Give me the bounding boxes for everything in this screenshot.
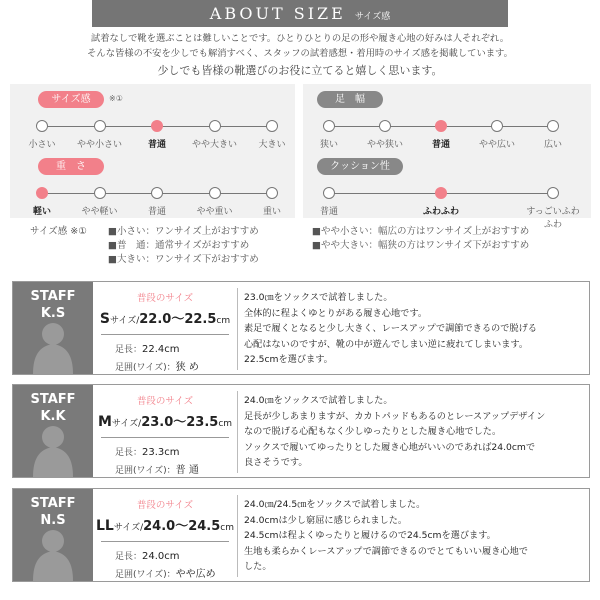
scale-panel-left — [10, 84, 295, 218]
staff-initials: N.S — [40, 513, 66, 528]
foot-length: 足長：24.0cm — [115, 551, 180, 562]
scale-label: やや小さい — [76, 140, 122, 150]
usual-size-label: 普段のサイズ — [136, 396, 194, 407]
staff-silhouette-icon — [13, 316, 93, 374]
scale-dot — [547, 120, 559, 132]
card-divider — [237, 288, 238, 370]
scale-label: やや大きい — [191, 140, 237, 150]
usual-size — [93, 515, 237, 534]
intro-line-2: そんな皆様の不安を少しでも解消すべく、スタッフの試着感想・着用時のサイズ感を掲載しています。 — [87, 48, 513, 59]
size-feel-note: ※① — [109, 94, 123, 103]
legend-item: ■小さい：ワンサイズ上がおすすめ — [108, 226, 259, 237]
scale-label: やや軽い — [81, 207, 118, 217]
staff-size-info — [93, 385, 237, 477]
page-subtitle: サイズ感 — [354, 12, 391, 22]
usual-size — [93, 411, 237, 430]
scale-label: 普通 — [431, 140, 450, 150]
scale-dot-selected — [435, 120, 447, 132]
legend-item: ■やや大きい：幅狭の方はワンサイズ下がおすすめ — [312, 240, 530, 251]
staff-badge — [13, 282, 93, 374]
scale-dot — [266, 187, 278, 199]
size-letter: M — [97, 414, 112, 430]
scale-dot — [209, 120, 221, 132]
card-divider — [237, 495, 238, 577]
size-range: 22.0〜22.5 — [139, 312, 217, 327]
scale-label: 普通 — [319, 207, 338, 217]
staff-silhouette-icon — [13, 523, 93, 581]
size-unit: cm — [220, 523, 235, 533]
scale-label: やや重い — [196, 207, 233, 217]
foot-width: 足囲(ワイズ)：やや広め — [115, 569, 216, 580]
size-range: 23.0〜23.5 — [141, 415, 219, 430]
staff-comment: 24.0㎝/24.5㎝をソックスで試着しました。 24.0cmは少し窮屈に感じられました。 24.5cmは程よくゆったりと履けるので24.5cmを選びます。 生地も柔らかくレースアップで調節できるのでとてもいい履き心地で した。 — [244, 499, 528, 573]
scale-dot — [266, 120, 278, 132]
scale-dot — [323, 187, 335, 199]
staff-comment: 23.0㎝をソックスで試着しました。 全体的に程よくゆとりがある履き心地です。 素足で履くとなると少し大きく、レースアップで調節できるので脱げる 心配はないのですが、靴の中が遊んでしまい逆に疲れてしまいます。 22.5cmを選びます。 — [244, 292, 537, 366]
scale-dot — [323, 120, 335, 132]
cushion-tag: クッション性 — [317, 158, 403, 175]
scale-dot-selected — [36, 187, 48, 199]
legend-heading: サイズ感 ※① — [30, 226, 87, 237]
size-letter: S — [99, 311, 110, 327]
scale-label: 普通 — [147, 140, 166, 150]
staff-size-info — [93, 489, 237, 581]
legend-item: ■やや小さい：幅広の方はワンサイズ上がおすすめ — [312, 226, 530, 237]
usual-size-label: 普段のサイズ — [136, 293, 194, 304]
scale-dot — [151, 187, 163, 199]
divider-line — [101, 541, 229, 542]
scale-label: 普通 — [147, 207, 166, 217]
size-letter: LL — [95, 518, 114, 534]
size-word: サイズ/ — [113, 523, 144, 533]
foot-width: 足囲(ワイズ)：狭 め — [115, 362, 199, 373]
staff-label: STAFF — [30, 289, 76, 304]
staff-card — [12, 281, 590, 375]
intro-line-1: 試着なしで靴を選ぶことは難しいことです。ひとりひとりの足の形や履き心地の好みは人それぞれ。 — [90, 33, 510, 44]
usual-size — [93, 308, 237, 327]
scale-label: 軽い — [32, 207, 51, 217]
size-unit: cm — [218, 419, 233, 429]
intro-text — [0, 31, 600, 80]
staff-label: STAFF — [30, 392, 76, 407]
card-divider — [237, 391, 238, 473]
scale-label: やや狭い — [366, 140, 403, 150]
staff-initials: K.K — [40, 409, 66, 424]
scale-dot — [379, 120, 391, 132]
scale-label: 広い — [543, 140, 562, 150]
size-unit: cm — [216, 316, 231, 326]
divider-line — [101, 334, 229, 335]
size-word: サイズ/ — [111, 419, 142, 429]
foot-width: 足囲(ワイズ)：普 通 — [115, 465, 199, 476]
page-title: ABOUT SIZE — [209, 4, 346, 23]
scale-dot — [209, 187, 221, 199]
size-range: 24.0〜24.5 — [143, 519, 221, 534]
scale-label: やや広い — [478, 140, 515, 150]
staff-initials: K.S — [40, 306, 66, 321]
scale-label: 小さい — [28, 140, 56, 150]
staff-size-info — [93, 282, 237, 374]
staff-badge — [13, 489, 93, 581]
width-legend — [312, 225, 529, 253]
foot-length: 足長：22.4cm — [115, 344, 180, 355]
scale-label: ふわふわ — [422, 207, 459, 217]
legend-item: ■普 通：通常サイズがおすすめ — [108, 240, 250, 251]
scale-label: すっごいふわふわ — [526, 207, 580, 230]
scale-label: 重い — [262, 207, 281, 217]
weight-tag: 重 さ — [38, 158, 104, 175]
scale-label: 狭い — [319, 140, 338, 150]
scale-dot — [547, 187, 559, 199]
staff-silhouette-icon — [13, 419, 93, 477]
scale-dot — [36, 120, 48, 132]
divider-line — [101, 437, 229, 438]
size-word: サイズ/ — [109, 316, 140, 326]
scale-dot — [94, 187, 106, 199]
scale-panel-right — [303, 84, 591, 230]
scale-dot — [94, 120, 106, 132]
staff-badge — [13, 385, 93, 477]
scale-dot-selected — [435, 187, 447, 199]
foot-length: 足長：23.3cm — [115, 447, 180, 458]
about-size-banner — [92, 0, 508, 27]
scale-label: 大きい — [258, 140, 286, 150]
staff-card — [12, 488, 590, 582]
scale-dot-selected — [151, 120, 163, 132]
size-feel-tag: サイズ感 — [38, 91, 104, 108]
width-tag: 足 幅 — [317, 91, 383, 108]
usual-size-label: 普段のサイズ — [136, 500, 194, 511]
legend-item: ■大きい：ワンサイズ下がおすすめ — [108, 254, 259, 265]
staff-label: STAFF — [30, 496, 76, 511]
intro-line-3: 少しでも皆様の靴選びのお役に立てると嬉しく思います。 — [157, 64, 443, 77]
scale-dot — [491, 120, 503, 132]
staff-card — [12, 384, 590, 478]
staff-comment: 24.0㎝をソックスで試着しました。 足長が少しあまりますが、カカトパッドもあるのとレースアップデザイン なので脱げる心配もなく少しゆったりとした履き心地でした。 ソックスで履いてゆったりとした履き心地がいいのであれば24.0cmで 良さそうです。 — [244, 395, 546, 469]
